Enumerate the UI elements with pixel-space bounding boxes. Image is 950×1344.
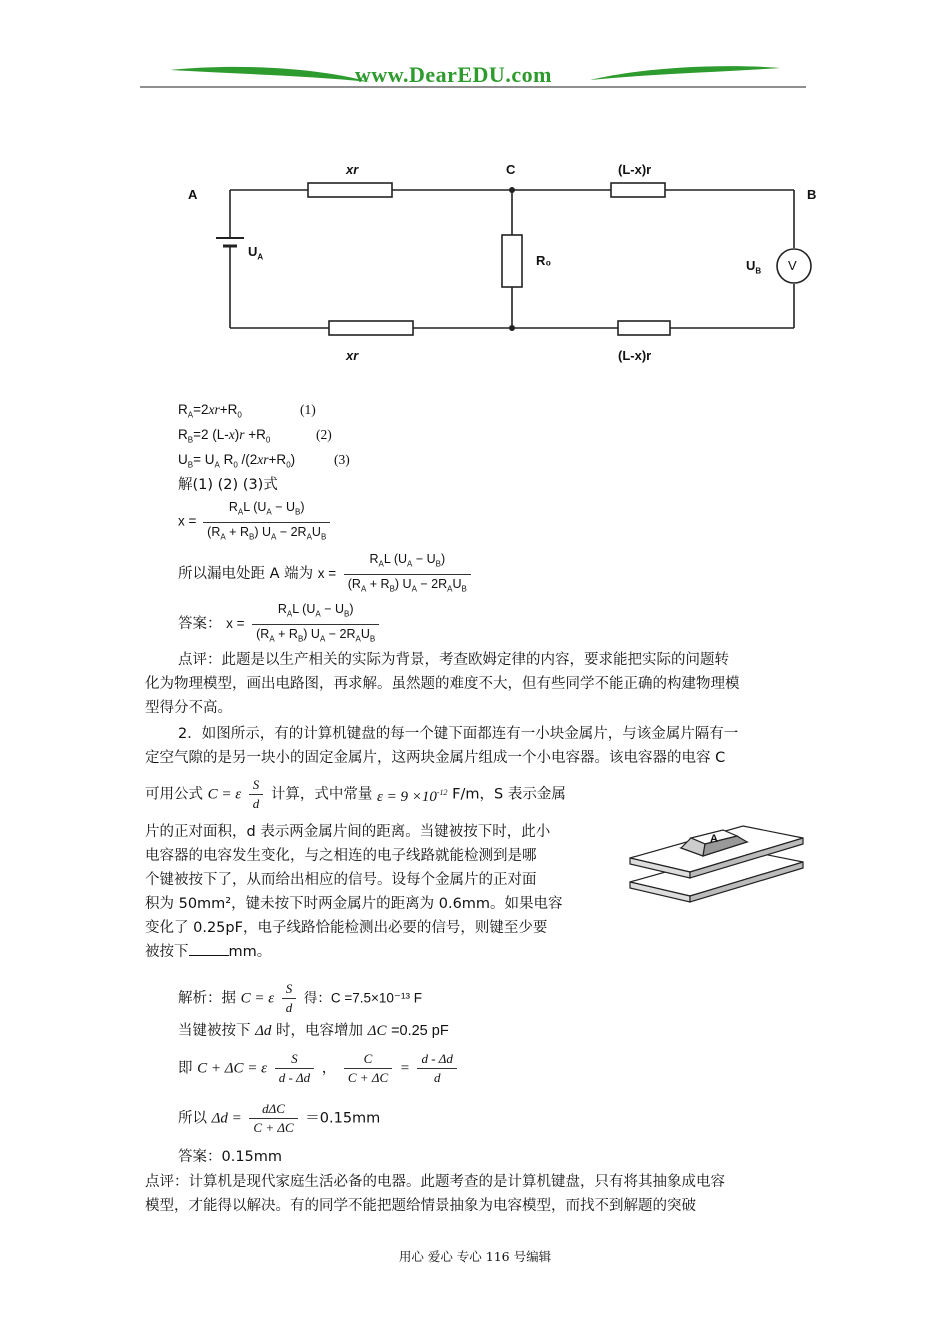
UA-label: $U_A$ — [248, 244, 264, 262]
leak-position-text: 所以漏电处距 A 端为 x = $\frac{R_AL (U_A - U_B)}{(R_A + R_B) U_A - 2R_AU_B}$ — [178, 550, 474, 598]
solution-line-2: 当键被按下 Δd 时，电容增加 ΔC =0.25 pF — [178, 1023, 449, 1039]
R0-label: R₀ — [536, 253, 552, 268]
UB-label: $U_B$ — [746, 258, 762, 276]
node-A-label: A — [188, 187, 198, 202]
page-footer: 用心 爱心 专心 116 号编辑 — [398, 1249, 552, 1264]
equation-3: $U_B= U_A$ $R_0$ $/(2xr+R_0)$ — [178, 452, 296, 470]
node-B-label: B — [807, 187, 817, 202]
equation-2-number: (2) — [316, 427, 332, 442]
equation-1: $R_A=2xr+R_0$ — [178, 402, 242, 420]
node-C-label: C — [506, 162, 516, 177]
equation-3-number: (3) — [334, 452, 350, 467]
equation-1-number: (1) — [300, 402, 316, 417]
problem-2-body: 片的正对面积，d 表示两金属片间的距离。当键被按下时，此小 电容器的电容发生变化，与之相连的电子线路就能检测到是哪 个键被按下了，从而给出相应的信号。设每个金属片的正对面 积为 50mm²，键未按下时两金属片的距离为 0.6mm。如果电容 变化了 0.25pF，电子线路恰能检测出必要的信号，则键至少要 被按下 mm。 — [145, 824, 563, 960]
problem-2-formula-line: 可用公式 C = ε $\frac{S}{d}$ 计算，式中常量 $\varepsilon = 9 \times 10^{-12}$ F/m，S 表示金属 — [145, 777, 566, 811]
header-banner — [140, 60, 810, 92]
comment-1: 点评：此题是以生产相关的实际为背景，考查欧姆定律的内容，要求能把实际的问题转 化为物理模型，画出电路图，再求解。虽然题的难度不大，但有些同学不能正确的构建物理模 型得分不高。 — [145, 652, 740, 716]
resistor-bottom-right-label: (L-x)r — [618, 348, 652, 363]
leak-fraction: $\frac{R_AL (U_A - U_B)}{(R_A + R_B) U_A - 2R_AU_B}$ — [344, 550, 471, 598]
solve-text: 解(1) (2) (3)式 — [178, 477, 278, 493]
answer-2: 答案：0.15mm — [178, 1149, 283, 1165]
solution-line-4: 所以 Δd = $\frac{\text{dΔC}}{C + \Delta C}$ ＝0.15mm — [178, 1101, 381, 1135]
problem-2-intro: 2．如图所示，有的计算机键盘的每一个键下面都连有一小块金属片，与该金属片隔有一 定空气隙的是另一块小的固定金属片，这两块金属片组成一个小电容器。该电容器的电容 C — [145, 726, 739, 766]
resistor-bottom-left-label: xr — [346, 348, 359, 363]
site-url: www.DearEDU.com — [355, 62, 552, 87]
resistor-top-left-label: xr — [346, 162, 359, 177]
circuit-diagram — [160, 150, 840, 380]
keyboard-key-illustration — [625, 820, 810, 910]
key-letter: A — [710, 833, 718, 845]
comment-2: 点评：计算机是现代家庭生活必备的电器。此题考查的是计算机键盘，只有将其抽象成电容 模型，才能得以解决。有的同学不能把题给情景抽象为电容模型，而找不到解题的突破 — [145, 1174, 725, 1214]
answer-1: 答案： x = $\frac{R_AL (U_A - U_B)}{(R_A + R_B) U_A - 2R_AU_B}$ — [178, 600, 382, 648]
x-fraction: $\frac{R_AL (U_A - U_B)}{(R_A + R_B) U_A - 2R_AU_B}$ — [203, 498, 330, 546]
equation-2: $R_B=2$ $(L-x)r +R_0$ — [178, 427, 271, 445]
x-formula: x = $\frac{R_AL (U_A - U_B)}{(R_A + R_B) U_A - 2R_AU_B}$ — [178, 498, 333, 546]
resistor-top-right-label: (L-x)r — [618, 162, 652, 177]
solution-line-1: 解析：据 C = ε $\frac{S}{d}$ 得：C =7.5×10⁻¹³ F — [178, 981, 423, 1015]
solution-line-3: 即 C + ΔC = ε $\frac{S}{d - \Delta d}$ ， $\frac{C}{C + \Delta C}$ = $\frac{d - \Delta d}{d}$ — [178, 1050, 460, 1087]
voltmeter-label: V — [788, 258, 797, 273]
answer-blank — [189, 941, 229, 956]
answer-fraction: $\frac{R_AL (U_A - U_B)}{(R_A + R_B) U_A - 2R_AU_B}$ — [252, 600, 379, 648]
